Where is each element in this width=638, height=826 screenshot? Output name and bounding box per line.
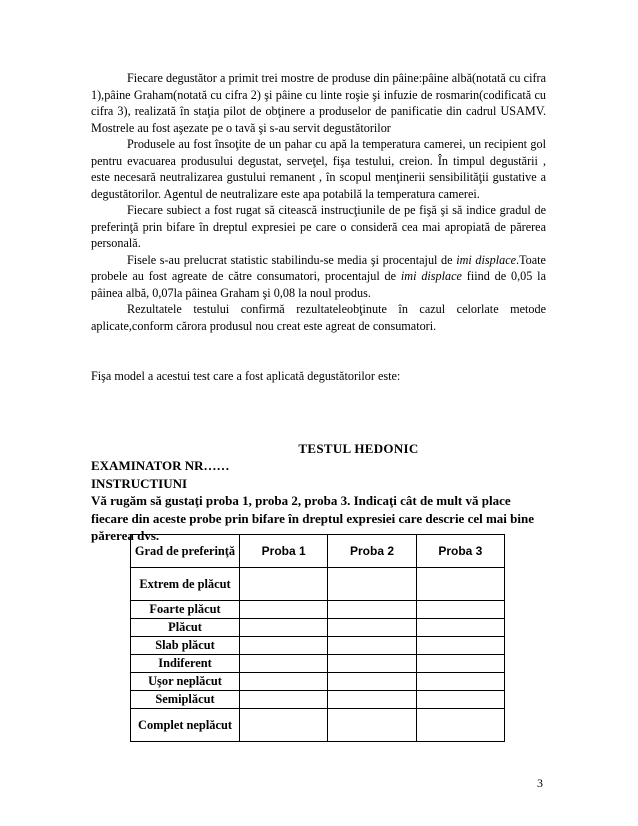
checkbox-cell[interactable]: [328, 673, 416, 691]
table-row: [131, 619, 505, 637]
header-grad: Grad de preferinţă: [131, 535, 240, 568]
test-title: TESTUL HEDONIC: [298, 441, 419, 456]
checkbox-cell[interactable]: [328, 619, 416, 637]
paragraph-3: Fiecare subiect a fost rugat să citească instrucţiunile de pe fişă şi să indice gradul de preferinţă prin bifare în dreptul expresiei pe care o consideră cea mai apropiată de părerea personală.: [91, 203, 546, 250]
header-proba-2: Proba 2: [328, 535, 416, 568]
checkbox-cell[interactable]: [240, 601, 328, 619]
checkbox-cell[interactable]: [240, 673, 328, 691]
instructions-heading: INSTRUCTIUNI: [91, 475, 188, 491]
checkbox-cell[interactable]: [240, 619, 328, 637]
checkbox-cell[interactable]: [416, 691, 504, 709]
checkbox-cell[interactable]: [240, 568, 328, 601]
preference-table: [130, 534, 505, 742]
checkbox-cell[interactable]: [328, 601, 416, 619]
row-label: Indiferent: [131, 655, 240, 673]
paragraph-1: Fiecare degustător a primit trei mostre de produse din pâine:pâine albă(notată cu cifra 1),pâine Graham(notată cu cifra 2) şi pâine cu linte roşie şi infuzie de rosmarin(codificată cu cifra 3), realizată în staţia pilot de obţinere a produselor de panificatie din cadrul USAMV. Mostrele au fost aşezate pe o tavă şi s-au servit degustătorilor: [91, 71, 546, 135]
checkbox-cell[interactable]: [328, 637, 416, 655]
checkbox-cell[interactable]: [240, 709, 328, 742]
row-label: Slab plăcut: [131, 637, 240, 655]
table-row: [131, 568, 505, 601]
checkbox-cell[interactable]: [328, 655, 416, 673]
checkbox-cell[interactable]: [416, 601, 504, 619]
checkbox-cell[interactable]: [328, 709, 416, 742]
checkbox-cell[interactable]: [240, 655, 328, 673]
checkbox-cell[interactable]: [328, 691, 416, 709]
row-label: Semiplăcut: [131, 691, 240, 709]
table-row: [131, 655, 505, 673]
paragraph-4-part-3: fiind de 0,05 la pâinea albă, 0,07la pâinea Graham şi 0,08 la noul produs.: [91, 269, 546, 300]
header-proba-3: Proba 3: [416, 535, 504, 568]
checkbox-cell[interactable]: [240, 691, 328, 709]
row-label: Uşor neplăcut: [131, 673, 240, 691]
paragraph-4-part-2: .Toate probele au fost agreate de către consumatori, procentajul de: [91, 252, 546, 283]
checkbox-cell[interactable]: [416, 673, 504, 691]
instructions-text: Vă rugăm să gustaţi proba 1, proba 2, proba 3. Indicaţi cât de mult vă place fiecare din aceste probe prin bifare în dreptul expresiei care descrie cel mai bine părerea dvs.: [91, 493, 535, 544]
page-number: 3: [537, 776, 543, 790]
paragraph-2: Produsele au fost însoţite de un pahar cu apă la temperatura camerei, un recipient gol pentru evacuarea produsului degustat, serveţel, fişa testului, creion. În timpul degustării , este necesară neutralizarea gustului remanent , în scopul menţinerii sensibilităţii gustative a degustătorilor. Agentul de neutralizare este apa potabilă la temperatura camerei.: [91, 137, 546, 201]
checkbox-cell[interactable]: [240, 637, 328, 655]
table-header-row: [131, 535, 505, 568]
table-row: [131, 637, 505, 655]
intro-line: Fişa model a acestui test care a fost aplicată degustătorilor este:: [91, 369, 401, 383]
paragraph-5: Rezultatele testului confirmă rezultateleobţinute în cazul celorlate metode aplicate,conform cărora produsul nou creat este agreat de consumatori.: [91, 302, 546, 333]
table-row: [131, 691, 505, 709]
body-text: [91, 70, 546, 385]
table-row: [131, 673, 505, 691]
paragraph-4-italic-1: imi displace: [456, 252, 517, 267]
paragraph-4-part-1: Fisele s-au prelucrat statistic stabilindu-se media şi procentajul de: [127, 252, 457, 267]
paragraph-4-italic-2: imi displace: [400, 269, 462, 283]
table-row: [131, 601, 505, 619]
row-label: Extrem de plăcut: [131, 568, 240, 601]
checkbox-cell[interactable]: [416, 619, 504, 637]
examiner-label: EXAMINATOR NR……: [91, 458, 230, 474]
checkbox-cell[interactable]: [416, 637, 504, 655]
row-label: Plăcut: [131, 619, 240, 637]
paragraph-4: [91, 252, 546, 302]
hedonic-test-form: [91, 440, 546, 544]
checkbox-cell[interactable]: [416, 655, 504, 673]
header-proba-1: Proba 1: [240, 535, 328, 568]
checkbox-cell[interactable]: [416, 709, 504, 742]
row-label: Complet neplăcut: [131, 709, 240, 742]
row-label: Foarte plăcut: [131, 601, 240, 619]
checkbox-cell[interactable]: [328, 568, 416, 601]
table-row: [131, 709, 505, 742]
checkbox-cell[interactable]: [416, 568, 504, 601]
